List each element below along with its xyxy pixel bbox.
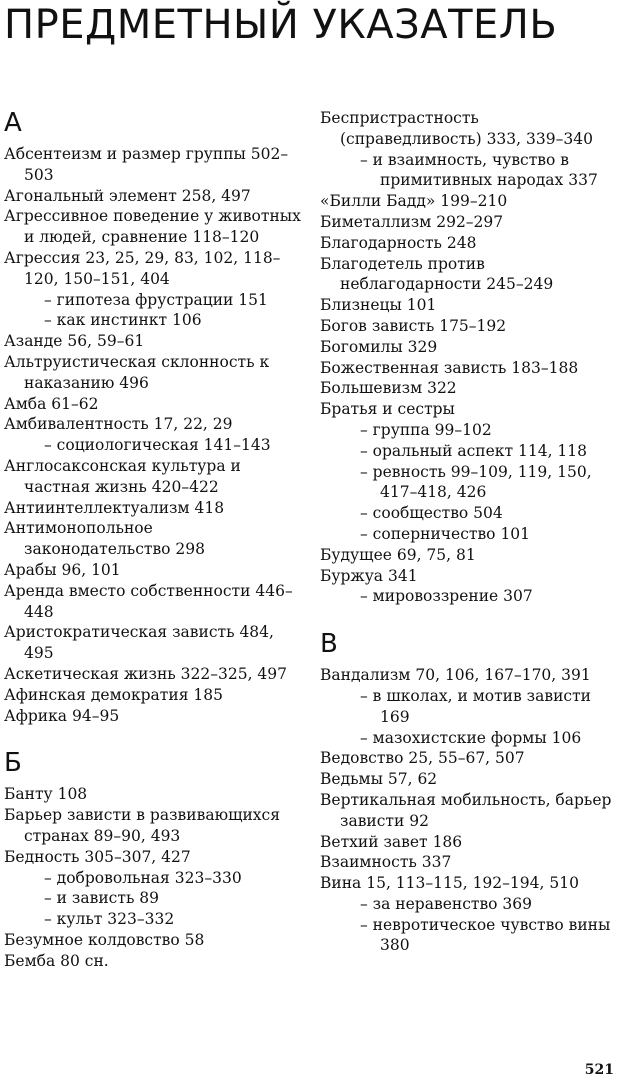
index-entry: Агрессивное поведение у животных и людей, сравнение 118–120 bbox=[4, 207, 301, 247]
index-subentry: – и зависть 89 bbox=[44, 889, 160, 908]
right-column bbox=[320, 108, 616, 956]
index-subentry: – группа 99–102 bbox=[360, 420, 492, 439]
index-subentry: – в школах, и мотив зависти 169 bbox=[360, 686, 591, 726]
index-subentry: – как инстинкт 106 bbox=[44, 311, 202, 330]
index-subentry: – культ 323–332 bbox=[44, 910, 175, 929]
index-list-v bbox=[320, 665, 616, 956]
index-entry: Близнецы 101 bbox=[320, 296, 437, 315]
index-entry: Бемба 80 сн. bbox=[4, 951, 109, 970]
index-entry: Большевизм 322 bbox=[320, 379, 457, 398]
index-entry: Божественная зависть 183–188 bbox=[320, 358, 579, 377]
index-entry: Безумное колдовство 58 bbox=[4, 930, 205, 949]
index-list-b bbox=[4, 784, 304, 971]
page-title: ПРЕДМЕТНЫЙ УКАЗАТЕЛЬ bbox=[4, 2, 558, 48]
index-subentry: – оральный аспект 114, 118 bbox=[360, 441, 588, 460]
index-entry: Богомилы 329 bbox=[320, 337, 438, 356]
index-entry: Вина 15, 113–115, 192–194, 510 bbox=[320, 874, 579, 893]
index-subentry: – и взаимность, чувство в примитивных народах 337 bbox=[360, 150, 598, 190]
index-entry: Благодетель против неблагодарности 245–249 bbox=[320, 254, 554, 294]
index-subentry: – сообщество 504 bbox=[360, 504, 503, 523]
index-entry: Агональный элемент 258, 497 bbox=[4, 186, 251, 205]
index-entry: Аскетическая жизнь 322–325, 497 bbox=[4, 664, 288, 683]
index-entry: Банту 108 bbox=[4, 785, 88, 804]
index-subentry: – невротическое чувство вины 380 bbox=[360, 915, 611, 955]
index-entry: Африка 94–95 bbox=[4, 706, 120, 725]
index-entry: Барьер зависти в развивающихся странах 89–90, 493 bbox=[4, 806, 281, 845]
section-letter-v: В bbox=[320, 629, 338, 660]
index-entry: Вертикальная мобильность, барьер зависти 92 bbox=[320, 790, 612, 830]
section-letter-a: А bbox=[4, 108, 22, 138]
index-entry: Братья и сестры bbox=[320, 400, 455, 419]
index-subentry: – ревность 99–109, 119, 150, 417–418, 426 bbox=[360, 462, 592, 502]
index-list-a bbox=[4, 144, 304, 726]
page-number: 521 bbox=[584, 1062, 614, 1078]
index-entry: Богов зависть 175–192 bbox=[320, 316, 507, 335]
index-subentry: – социологическая 141–143 bbox=[44, 436, 271, 455]
index-entry: Антиинтеллектуализм 418 bbox=[4, 498, 225, 517]
index-subentry: – соперничество 101 bbox=[360, 524, 531, 543]
index-entry: Вандализм 70, 106, 167–170, 391 bbox=[320, 666, 591, 685]
index-entry: Ведовство 25, 55–67, 507 bbox=[320, 749, 525, 768]
index-entry: Благодарность 248 bbox=[320, 233, 477, 252]
index-entry: Биметаллизм 292–297 bbox=[320, 212, 504, 231]
index-entry: Аристократическая зависть 484, 495 bbox=[4, 623, 274, 663]
index-entry: Агрессия 23, 25, 29, 83, 102, 118–120, 150–151, 404 bbox=[4, 248, 281, 288]
index-entry: «Билли Бадд» 199–210 bbox=[320, 192, 508, 211]
index-entry: Аренда вместо собственности 446–448 bbox=[4, 581, 293, 621]
index-subentry: – добровольная 323–330 bbox=[44, 868, 242, 887]
index-subentry: – мировоззрение 307 bbox=[360, 587, 533, 606]
section-letter-b: Б bbox=[4, 748, 22, 779]
index-entry: Амбивалентность 17, 22, 29 bbox=[4, 415, 233, 434]
index-entry: Беспристрастность (справедливость) 333, 339–340 bbox=[320, 109, 593, 148]
left-column bbox=[4, 108, 304, 971]
index-entry: Ведьмы 57, 62 bbox=[320, 770, 438, 789]
index-entry: Ветхий завет 186 bbox=[320, 832, 463, 851]
index-entry: Арабы 96, 101 bbox=[4, 560, 121, 579]
index-entry: Бедность 305–307, 427 bbox=[4, 847, 191, 866]
index-entry: Альтруистическая склонность к наказанию 496 bbox=[4, 352, 270, 392]
index-subentry: – мазохистские формы 106 bbox=[360, 728, 582, 747]
index-entry: Азанде 56, 59–61 bbox=[4, 332, 145, 351]
index-entry: Англосаксонская культура и частная жизнь 420–422 bbox=[4, 456, 241, 496]
index-subentry: – за неравенство 369 bbox=[360, 894, 533, 913]
index-entry: Буржуа 341 bbox=[320, 566, 418, 585]
index-subentry: – гипотеза фрустрации 151 bbox=[44, 290, 268, 309]
index-entry: Амба 61–62 bbox=[4, 394, 99, 413]
index-entry: Взаимность 337 bbox=[320, 853, 452, 872]
index-list-b-continued bbox=[320, 108, 616, 607]
index-entry: Антимонопольное законодательство 298 bbox=[4, 519, 206, 559]
index-entry: Афинская демократия 185 bbox=[4, 685, 223, 704]
index-entry: Абсентеизм и размер группы 502–503 bbox=[4, 145, 289, 184]
index-entry: Будущее 69, 75, 81 bbox=[320, 545, 476, 564]
